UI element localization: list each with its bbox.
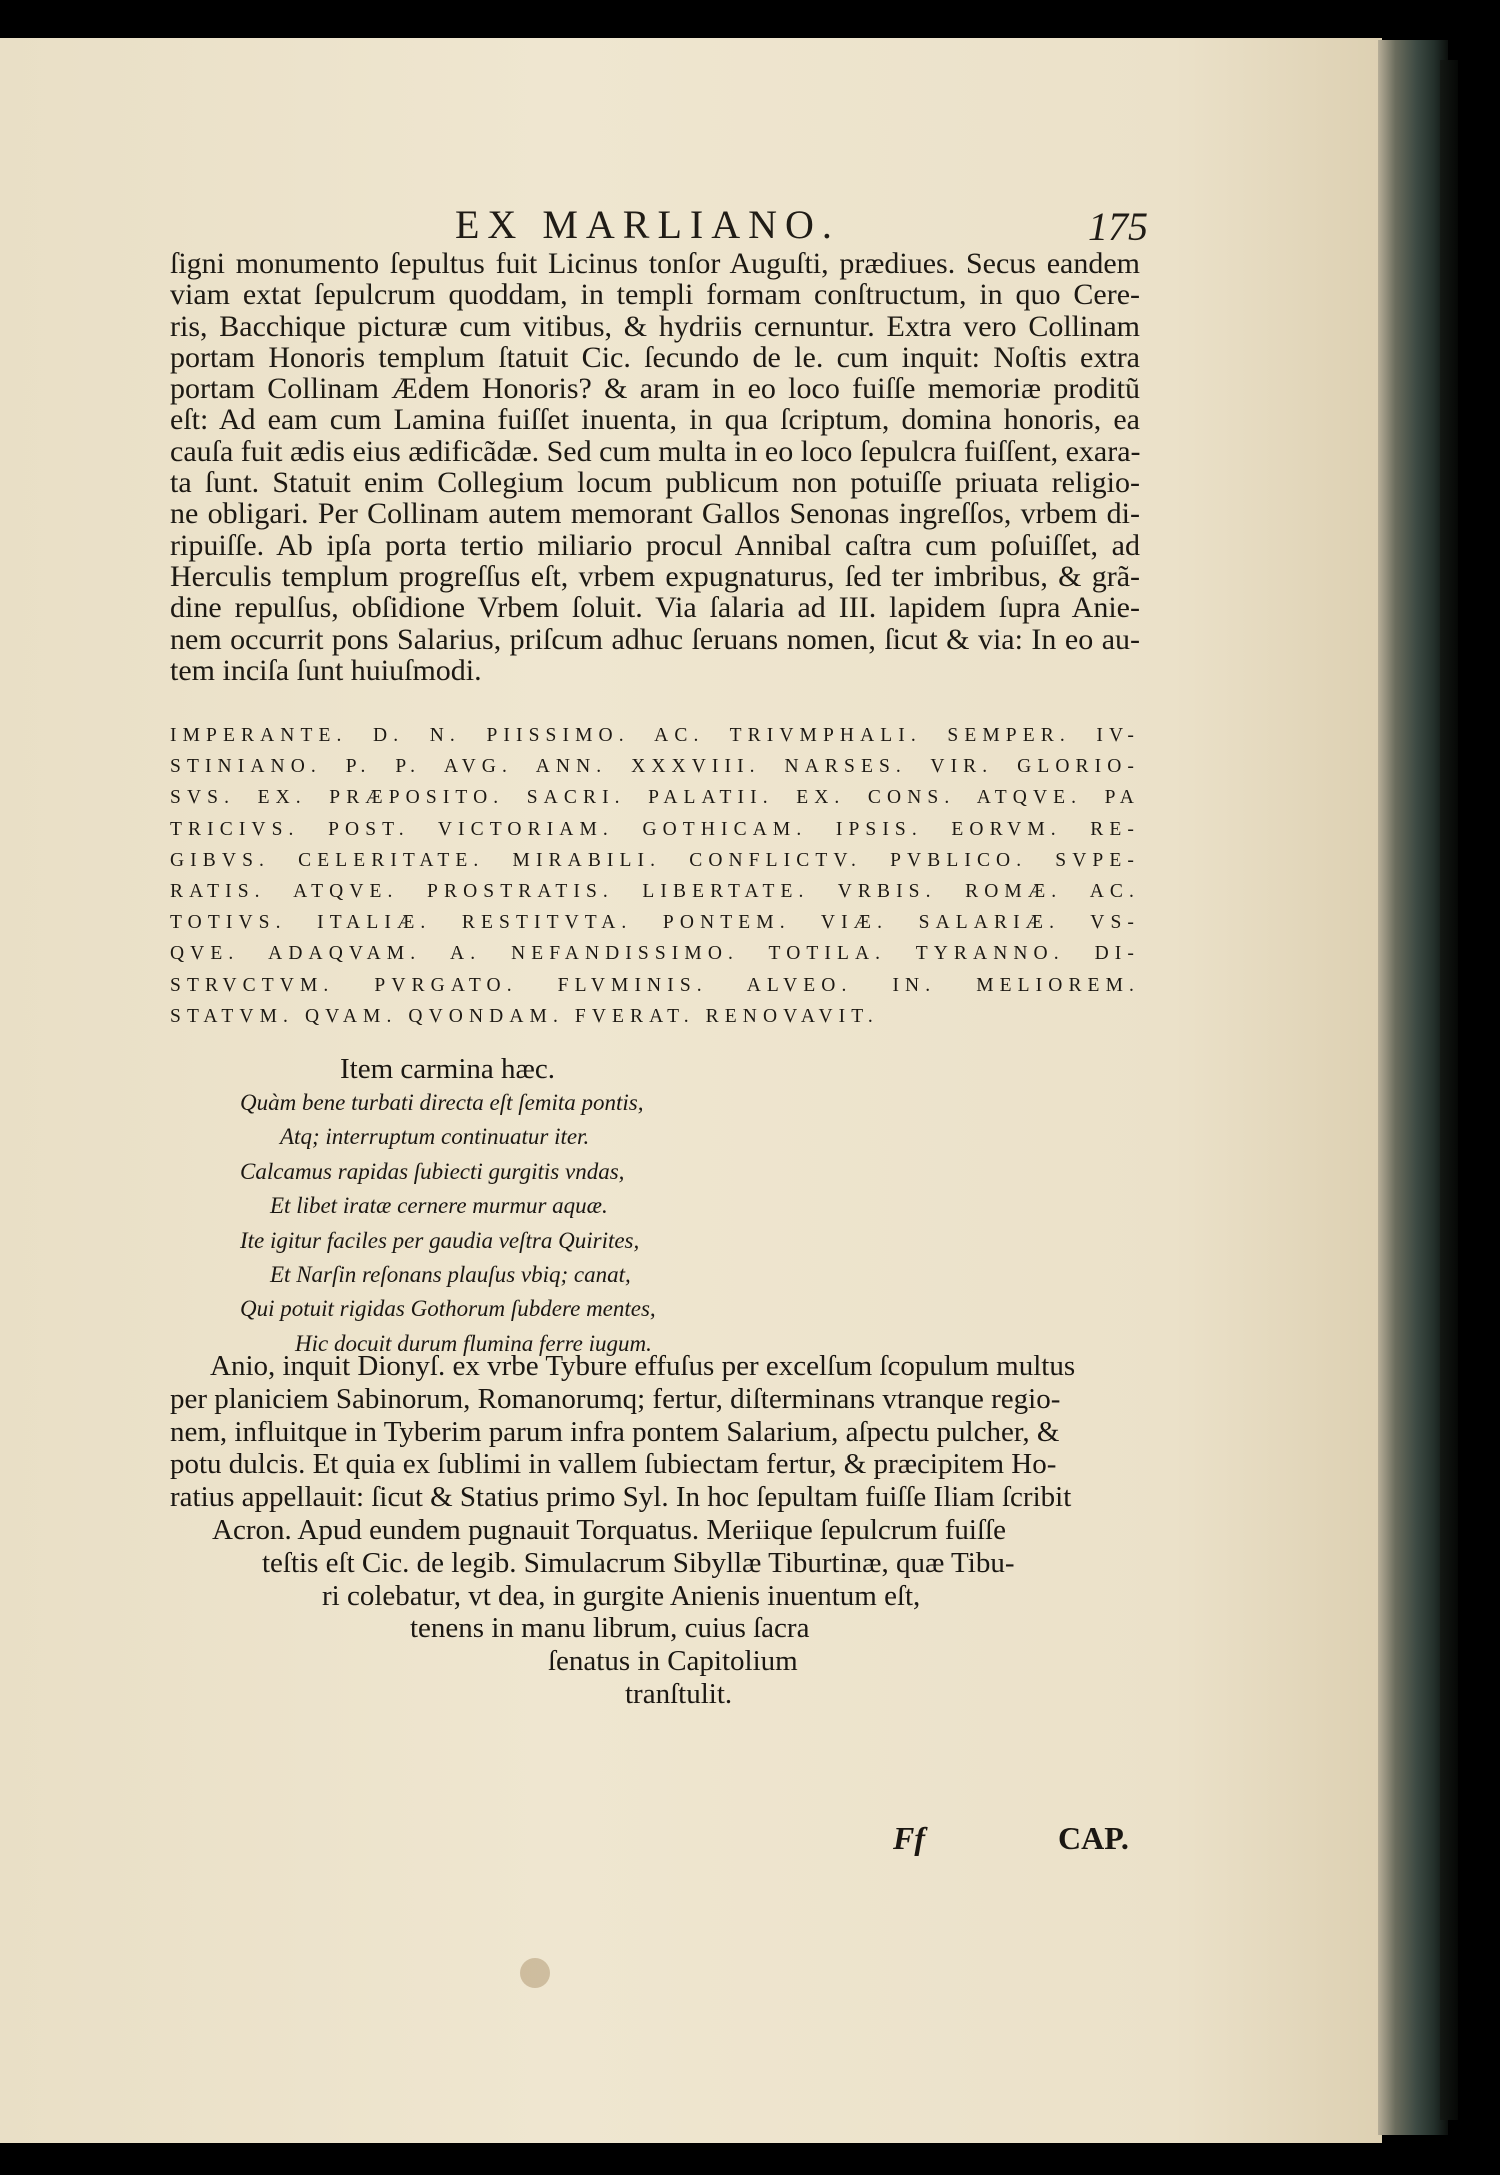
closing-line: ratius appellauit: ſicut & Statius primo Syl. In hoc ſepultam fuiſſe Iliam ſcribit [170,1481,1072,1514]
prose-line: tem inciſa ſunt huiuſmodi. [170,653,482,687]
closing-line: nem, influitque in Tyberim parum infra pontem Salarium, aſpectu pulcher, & [170,1415,1060,1448]
closing-line: Acron. Apud eundem pugnauit Torquatus. Meriique ſepulcrum fuiſſe [212,1513,1006,1546]
inscription-line: STATVM. QVAM. QVONDAM. FVERAT. RENOVAVIT. [170,1005,879,1027]
prose-line: eſt: Ad eam cum Lamina fuiſſet inuenta, in qua ſcriptum, domina honoris, ea [170,403,1140,437]
prose-line: portam Honoris templum ſtatuit Cic. ſecundo de le. cum inquit: Noſtis extra [170,340,1140,374]
prose-line: portam Collinam Ædem Honoris? & aram in eo loco fuiſſe memoriæ proditũ [170,372,1140,406]
inscription-line: STINIANO. P. P. AVG. ANN. XXXVIII. NARSES. VIR. GLORIO- [170,756,1140,778]
verse-line: Calcamus rapidas ſubiecti gurgitis vndas, [240,1158,625,1184]
prose-line: cauſa fuit ædis eius ædificãdæ. Sed cum multa in eo loco ſepulcra fuiſſent, exara- [170,434,1141,468]
inscription-block [170,720,1140,1032]
prose-line: ripuiſſe. Ab ipſa porta tertio miliario procul Annibal caſtra cum poſuiſſet, ad [170,528,1140,562]
verse-line: Et libet iratæ cernere murmur aquæ. [270,1193,608,1219]
ink-blot [520,1958,550,1988]
prose-line: nem occurrit pons Salarius, priſcum adhuc ſeruans nomen, ſicut & via: In eo au- [170,622,1140,656]
prose-line: viam extat ſepulcrum quoddam, in templi formam conſtructum, in quo Cere- [170,278,1140,312]
verse-line: Et Narſin reſonans plauſus vbiq; canat, [270,1262,631,1288]
closing-line: tenens in manu librum, cuius ſacra [410,1612,810,1645]
closing-line: teſtis eſt Cic. de legib. Simulacrum Sibyllæ Tiburtinæ, quæ Tibu- [262,1546,1015,1579]
verse-block [0,1086,900,1361]
closing-line: per planiciem Sabinorum, Romanorumq; fertur, diſterminans vtranque regio- [170,1382,1061,1415]
prose-line: ne obligari. Per Collinam autem memorant Gallos Senonas ingreſſos, vrbem di- [170,497,1140,531]
verse-line: Hic docuit durum flumina ferre iugum. [295,1330,652,1356]
folio-number: 175 [1088,204,1148,249]
verse-line: Atq; interruptum continuatur iter. [280,1124,590,1150]
prose-line: ta ſunt. Statuit enim Collegium locum publicum non potuiſſe priuata religio- [170,466,1140,500]
prose-line: ris, Bacchique picturæ cum vitibus, & hydriis cernuntur. Extra vero Collinam [170,309,1140,343]
closing-line: ſenatus in Capitolium [548,1645,798,1678]
inscription-line: TRICIVS. POST. VICTORIAM. GOTHICAM. IPSIS. EORVM. RE- [170,818,1140,840]
closing-paragraph [0,1350,1382,1711]
inscription-line: GIBVS. CELERITATE. MIRABILI. CONFLICTV. PVBLICO. SVPE- [170,849,1140,871]
inscription-line: IMPERANTE. D. N. PIISSIMO. AC. TRIVMPHALI. SEMPER. IV- [170,725,1140,746]
inscription-line: TOTIVS. ITALIÆ. RESTITVTA. PONTEM. VIÆ. SALARIÆ. VS- [170,912,1140,934]
page-edges [1440,60,1458,2120]
prose-block [170,248,1140,686]
book-gutter [1378,40,1448,2135]
verse-line: Qui potuit rigidas Gothorum ſubdere mentes, [240,1296,656,1322]
page-header [0,163,1382,249]
verse-line: Quàm bene turbati directa eſt ſemita pontis, [240,1090,644,1115]
verse-line: Ite igitur faciles per gaudia veſtra Quirites, [240,1227,640,1253]
closing-line: potu dulcis. Et quia ex ſublimi in vallem ſubiectam fertur, & præcipitem Ho- [170,1448,1057,1481]
prose-line: dine repulſus, obſidione Vrbem ſoluit. Via ſalaria ad III. lapidem ſupra Anie- [170,591,1140,625]
closing-line: ri colebatur, vt dea, in gurgite Anienis inuentum eſt, [322,1579,921,1612]
inscription-line: STRVCTVM. PVRGATO. FLVMINIS. ALVEO. IN. MELIOREM. [170,974,1140,996]
inscription-line: SVS. EX. PRÆPOSITO. SACRI. PALATII. EX. CONS. ATQVE. PA [170,787,1140,809]
running-head: EX MARLIANO. [455,202,840,247]
prose-line: ſigni monumento ſepultus fuit Licinus tonſor Auguſti, prædiues. Secus eandem [170,247,1140,280]
prose-line: Herculis templum progreſſus eſt, vrbem expugnaturus, ſed ter imbribus, & grã- [170,559,1140,593]
book-page [0,38,1382,2143]
closing-line: tranſtulit. [625,1677,733,1710]
inscription-line: RATIS. ATQVE. PROSTRATIS. LIBERTATE. VRBIS. ROMÆ. AC. [170,881,1140,903]
catchword: CAP. [1058,1820,1129,1856]
verse-intro: Item carmina hæc. [340,1053,555,1085]
signature-mark: Ff [893,1820,925,1856]
inscription-line: QVE. ADAQVAM. A. NEFANDISSIMO. TOTILA. TYRANNO. DI- [170,943,1140,965]
closing-line: Anio, inquit Dionyſ. ex vrbe Tybure effuſus per excelſum ſcopulum multus [210,1350,1076,1382]
